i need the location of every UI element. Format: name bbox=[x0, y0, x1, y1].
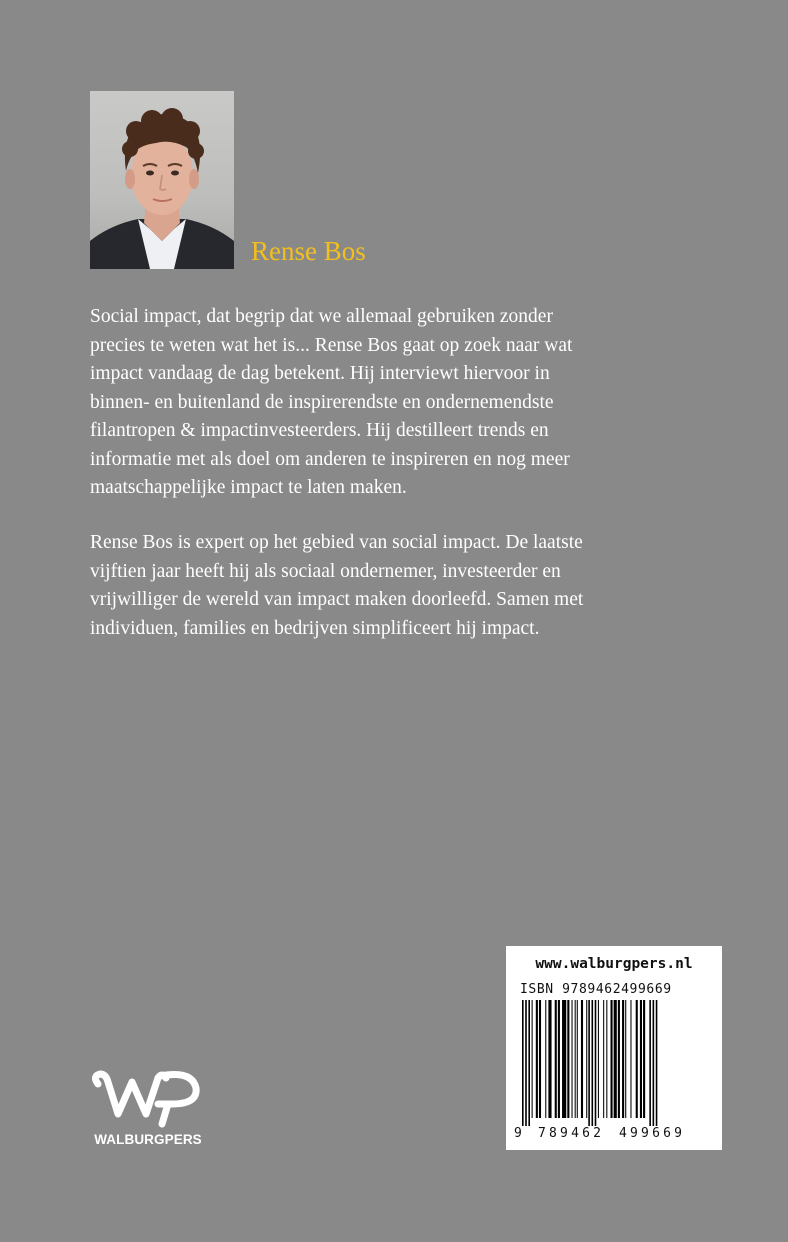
ean-first-digit: 9 bbox=[514, 1126, 522, 1141]
barcode-bar bbox=[548, 1000, 551, 1118]
blurb-paragraph-1 bbox=[90, 303, 700, 503]
blurb-line: vijftien jaar heeft hij als sociaal ondernemer, investeerder en bbox=[90, 560, 561, 582]
barcode-bar bbox=[525, 1000, 527, 1126]
barcode-bar bbox=[653, 1000, 655, 1126]
isbn-label: ISBN 9789462499669 bbox=[520, 982, 672, 997]
barcode-bar bbox=[630, 1000, 631, 1118]
blurb-line: individuen, families en bedrijven simplificeert hij impact. bbox=[90, 617, 540, 639]
barcode-bar bbox=[603, 1000, 604, 1118]
barcode-bar bbox=[636, 1000, 638, 1118]
author-photo bbox=[90, 91, 234, 269]
barcode-bar bbox=[581, 1000, 583, 1118]
blurb-line: binnen- en buitenland de inspirerendste en ondernemendste bbox=[90, 391, 554, 413]
blurb-line: precies te weten wat het is... Rense Bos gaat op zoek naar wat bbox=[90, 334, 573, 356]
barcode-bar bbox=[539, 1000, 541, 1118]
publisher-name: WALBURGPERS bbox=[94, 1132, 202, 1147]
barcode-bar bbox=[555, 1000, 557, 1118]
barcode-bar bbox=[532, 1000, 533, 1118]
blurb-line: impact vandaag de dag betekent. Hij interviewt hiervoor in bbox=[90, 363, 550, 384]
barcode-bar bbox=[577, 1000, 578, 1118]
wp-monogram-icon bbox=[88, 1068, 208, 1130]
publisher-website: www.walburgpers.nl bbox=[535, 956, 693, 972]
barcode-bar bbox=[562, 1000, 566, 1118]
blurb-line: vrijwilliger de wereld van impact maken doorleefd. Samen met bbox=[90, 589, 584, 610]
barcode-bar bbox=[643, 1000, 645, 1118]
barcode-bar bbox=[572, 1000, 573, 1118]
barcode-bar bbox=[595, 1000, 597, 1126]
publisher-logo bbox=[88, 1068, 208, 1147]
blurb-paragraph-2 bbox=[90, 529, 700, 643]
barcode-icon bbox=[520, 1000, 708, 1126]
blurb-line: Rense Bos is expert op het gebied van social impact. De laatste bbox=[90, 532, 583, 553]
author-name: Rense Bos bbox=[251, 236, 366, 266]
barcode-bar bbox=[656, 1000, 658, 1126]
ean-right-group: 499669 bbox=[619, 1126, 686, 1141]
barcode-bar bbox=[625, 1000, 626, 1118]
blurb-line: informatie met als doel om anderen te inspireren en nog meer bbox=[90, 448, 570, 470]
barcode-bar bbox=[528, 1000, 530, 1126]
barcode-bar bbox=[575, 1000, 576, 1118]
barcode-bar bbox=[622, 1000, 624, 1118]
barcode-bar bbox=[592, 1000, 594, 1126]
barcode-bar bbox=[606, 1000, 607, 1118]
barcode-bar bbox=[536, 1000, 538, 1118]
barcode-bar bbox=[618, 1000, 620, 1118]
blurb-line: filantropen & impactinvesteerders. Hij destilleert trends en bbox=[90, 420, 549, 441]
blurb-line: Social impact, dat begrip dat we allemaal gebruiken zonder bbox=[90, 306, 553, 327]
barcode-panel bbox=[506, 946, 722, 1150]
barcode-bar bbox=[598, 1000, 599, 1118]
barcode-bar bbox=[611, 1000, 613, 1118]
barcode-bar bbox=[558, 1000, 560, 1118]
blurb-line: maatschappelijke impact te laten maken. bbox=[90, 477, 407, 498]
ean-left-group: 789462 bbox=[538, 1126, 605, 1141]
barcode-bar bbox=[545, 1000, 546, 1118]
barcode-bar bbox=[522, 1000, 524, 1126]
barcode-bar bbox=[586, 1000, 587, 1118]
barcode-bar bbox=[649, 1000, 651, 1126]
barcode-bar bbox=[567, 1000, 569, 1118]
barcode-bar bbox=[614, 1000, 617, 1118]
barcode-bar bbox=[640, 1000, 642, 1118]
barcode-bar bbox=[588, 1000, 590, 1126]
